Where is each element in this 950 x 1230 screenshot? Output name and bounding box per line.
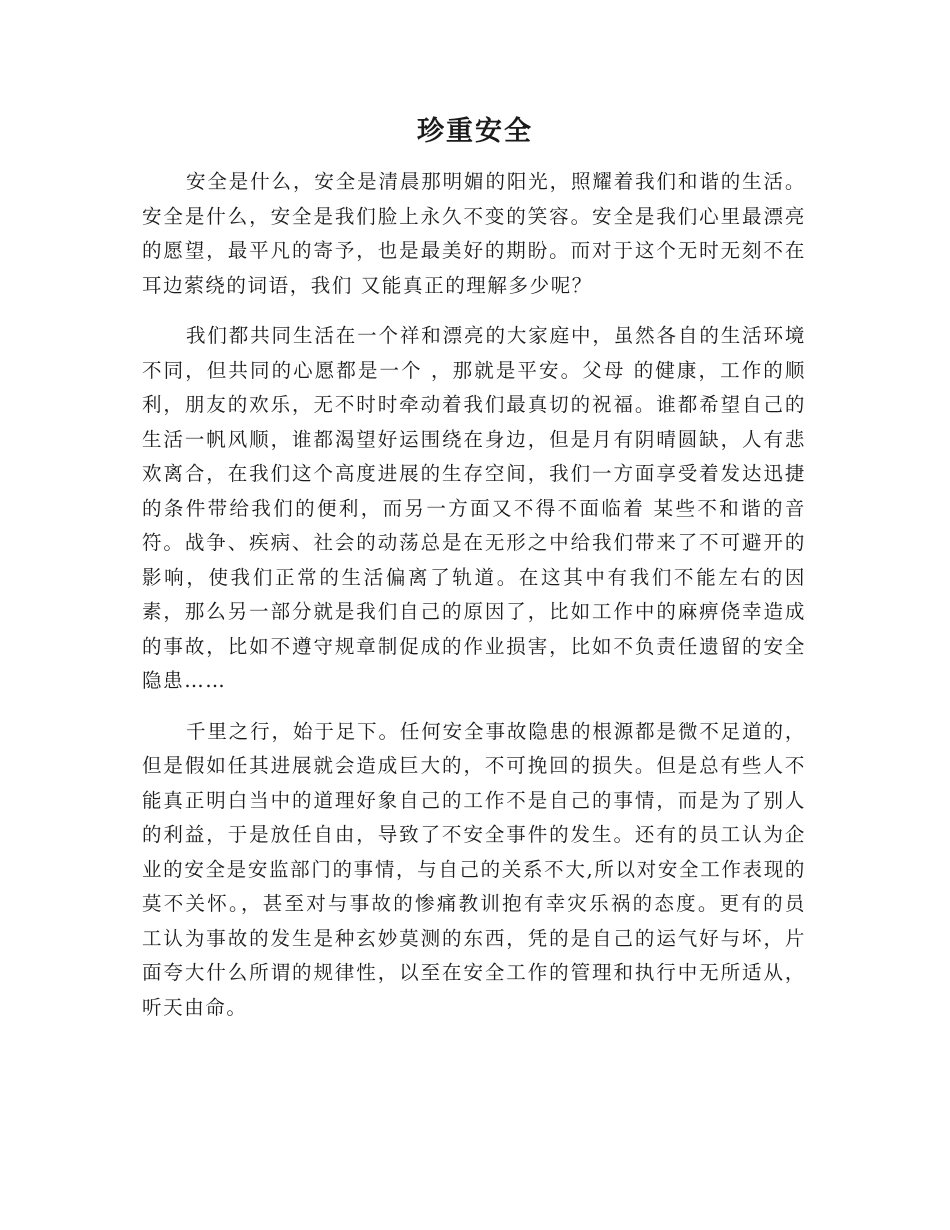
document-title: 珍重安全 [417, 116, 533, 147]
paragraph-1: 安全是什么，安全是清晨那明媚的阳光，照耀着我们和谐的生活。安全是什么，安全是我们脸上永久不变的笑容。安全是我们心里最漂亮的愿望，最平凡的寄予，也是最美好的期盼。而对于这个无时无刻不在耳边萦绕的词语，我们 又能真正的理解多少呢？ [142, 170, 806, 297]
paragraph-2: 我们都共同生活在一个祥和漂亮的大家庭中，虽然各自的生活环境不同，但共同的心愿都是一个 ，那就是平安。父母 的健康，工作的顺利，朋友的欢乐，无不时时牵动着我们最真切的祝福。谁都希望自己的生活一帆风顺，谁都渴望好运围绕在身边，但是月有阴晴圆缺，人有悲欢离合，在我们这个高度进展的生存空间，我们一方面享受着发达迅捷的条件带给我们的便利，而另一方面又不得不面临着 某些不和谐的音符。战争、疾病、社会的动荡总是在无形之中给我们带来了不可避开的影响，使我们正常的生活偏离了轨道。在这其中有我们不能左右的因素，那么另一部分就是我们自己的原因了，比如工作中的麻痹侥幸造成的事故，比如不遵守规章制促成的作业损害，比如不负责任遗留的安全隐患…… [142, 324, 806, 692]
paragraph-3: 千里之行，始于足下。任何安全事故隐患的根源都是微不足道的，但是假如任其进展就会造成巨大的，不可挽回的损失。但是总有些人不能真正明白当中的道理好象自己的工作不是自己的事情，而是为了别人的利益，于是放任自由，导致了不安全事件的发生。还有的员工认为企业的安全是安监部门的事情，与自己的关系不大,所以对安全工作表现的莫不关怀。，甚至对与事故的惨痛教训抱有幸灾乐祸的态度。更有的员工认为事故的发生是种玄妙莫测的东西，凭的是自己的运气好与坏，片面夸大什么所谓的规律性，以至在安全工作的管理和执行中无所适从，听天由命。 [142, 719, 806, 1019]
document-body [142, 165, 806, 1041]
